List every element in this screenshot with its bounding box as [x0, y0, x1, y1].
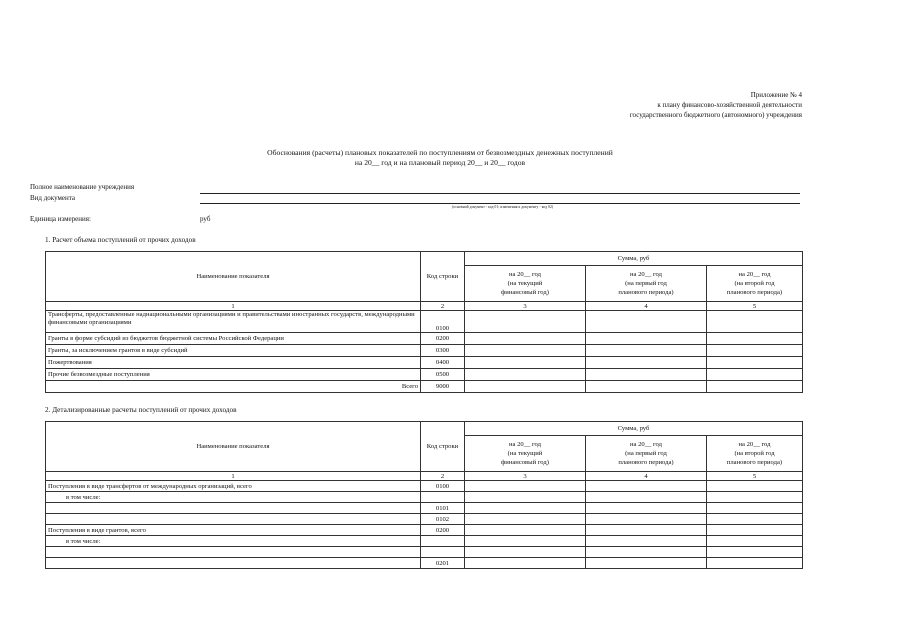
appendix-line2: к плану финансово-хозяйственной деятельности [657, 101, 802, 109]
column-numbers-row: 1 2 3 4 5 [46, 472, 803, 481]
table-row [46, 547, 803, 558]
header-col5: на 20__ год (на второй год планового периода) [707, 436, 803, 472]
section2-title: 2. Детализированные расчеты поступлений от прочих доходов [45, 406, 237, 414]
header-sum: Сумма, руб [465, 422, 803, 436]
institution-label: Полное наименование учреждения [30, 183, 135, 191]
appendix-line3: государственного бюджетного (автономного) учреждения [629, 111, 802, 119]
header-code: Код строки [421, 252, 465, 302]
section2-table [45, 421, 803, 569]
unit-value: руб [200, 215, 211, 223]
total-row: Всего 9000 [46, 381, 803, 393]
table-row: Прочие безвозмездные поступления 0500 [46, 369, 803, 381]
table-row: Поступления в виде трансфертов от международных организаций, всего 0100 [46, 481, 803, 492]
title-line2: на 20__ год и на плановый период 20__ и 20__ годов [354, 158, 526, 167]
doc-type-note: (основной документ - код 01; изменения к документу - код 02) [452, 205, 554, 209]
table-row: Гранты в форме субсидий из бюджетов бюджетной системы Российской Федерации 0200 [46, 333, 803, 345]
doc-type-label: Вид документа [30, 194, 76, 202]
unit-label: Единица измерения: [30, 215, 91, 223]
header-col4: на 20__ год (на первый год планового периода) [586, 266, 707, 302]
document-title [150, 148, 730, 168]
table-row: Поступления в виде грантов, всего 0200 [46, 525, 803, 536]
table-row: в том числе: [46, 492, 803, 503]
column-numbers-row: 1 2 3 4 5 [46, 302, 803, 311]
header-name: Наименование показателя [46, 252, 421, 302]
title-line1: Обоснования (расчеты) плановых показателей по поступлениям от безвозмездных денежных поступлений [267, 148, 613, 157]
header-name: Наименование показателя [46, 422, 421, 472]
section1-table [45, 251, 803, 393]
table-row: Трансферты, предоставленные наднациональными организациями и правительствами иностранных государств, международными финансовыми организациями 0100 [46, 311, 803, 333]
header-col5: на 20__ год (на второй год планового периода) [707, 266, 803, 302]
table-row: Гранты, за исключением грантов в виде субсидий 0300 [46, 345, 803, 357]
institution-line [200, 193, 800, 194]
doc-type-line [200, 203, 800, 204]
appendix-number: Приложение № 4 [750, 91, 802, 99]
section1-title: 1. Расчет объема поступлений от прочих доходов [45, 236, 196, 244]
header-code: Код строки [421, 422, 465, 472]
appendix-header [560, 90, 802, 120]
table-row: 0201 [46, 558, 803, 569]
table-row: в том числе: [46, 536, 803, 547]
table-row: Пожертвования 0400 [46, 357, 803, 369]
table-row: 0101 [46, 503, 803, 514]
header-col3: на 20__ год (на текущий финансовый год) [465, 436, 586, 472]
header-col3: на 20__ год (на текущий финансовый год) [465, 266, 586, 302]
header-sum: Сумма, руб [465, 252, 803, 266]
table-row: 0102 [46, 514, 803, 525]
header-col4: на 20__ год (на первый год планового периода) [586, 436, 707, 472]
